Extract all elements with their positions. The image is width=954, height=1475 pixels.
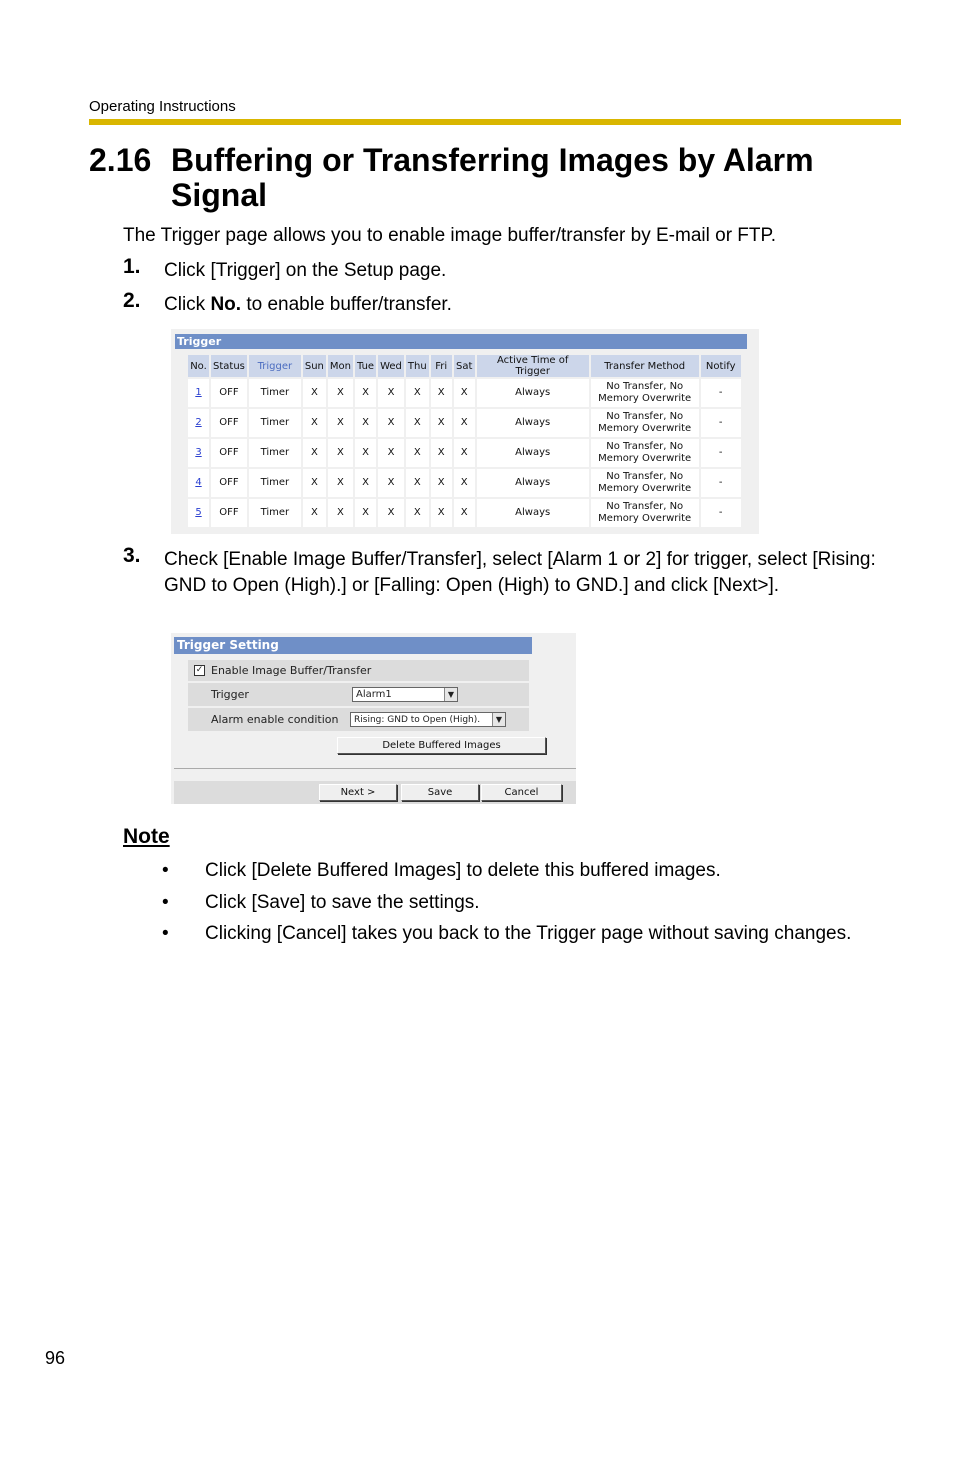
- day-cell: X: [328, 409, 353, 437]
- day-cell: X: [303, 499, 326, 527]
- step-text-part: to enable buffer/transfer.: [241, 294, 452, 315]
- col-header: Wed: [378, 355, 404, 377]
- day-cell: X: [328, 469, 353, 497]
- condition-select[interactable]: [350, 712, 506, 727]
- col-header: Thu: [406, 355, 429, 377]
- transfer-method-line: Memory Overwrite: [598, 423, 692, 434]
- trigger-cell: Timer: [249, 439, 301, 467]
- status-cell: OFF: [211, 379, 247, 407]
- day-cell: X: [328, 439, 353, 467]
- note-title: Note: [123, 825, 170, 848]
- notify-cell: -: [701, 439, 741, 467]
- col-header: No.: [188, 355, 209, 377]
- day-cell: X: [454, 379, 475, 407]
- notify-cell: -: [701, 499, 741, 527]
- cancel-button[interactable]: Cancel: [481, 784, 562, 801]
- transfer-method-line: No Transfer, No: [606, 411, 684, 422]
- day-cell: X: [406, 379, 429, 407]
- trigger-cell: Timer: [249, 469, 301, 497]
- next-button[interactable]: Next >: [319, 784, 397, 801]
- active-time-cell: Always: [477, 379, 589, 407]
- transfer-method-line: Memory Overwrite: [598, 513, 692, 524]
- status-cell: OFF: [211, 469, 247, 497]
- notify-cell: -: [701, 409, 741, 437]
- day-cell: X: [454, 439, 475, 467]
- trigger-no-link[interactable]: 3: [195, 447, 202, 458]
- trigger-setting-title: Trigger Setting: [174, 637, 532, 654]
- day-cell: X: [328, 499, 353, 527]
- col-header: Fri: [431, 355, 452, 377]
- col-header: Active Time of Trigger: [477, 355, 589, 377]
- day-cell: X: [431, 379, 452, 407]
- header-rule: [89, 119, 901, 125]
- notify-cell: -: [701, 379, 741, 407]
- col-header: Status: [211, 355, 247, 377]
- transfer-method-cell: [591, 469, 699, 497]
- day-cell: X: [355, 499, 376, 527]
- trigger-table-title: Trigger: [175, 334, 747, 349]
- day-cell: X: [303, 469, 326, 497]
- day-cell: X: [355, 379, 376, 407]
- col-header: Notify: [701, 355, 741, 377]
- transfer-method-line: No Transfer, No: [606, 471, 684, 482]
- transfer-method-cell: [591, 439, 699, 467]
- note-item-text: Click [Delete Buffered Images] to delete this buffered images.: [205, 860, 721, 881]
- transfer-method-line: No Transfer, No: [606, 441, 684, 452]
- bullet-icon: •: [162, 892, 169, 913]
- row-number-cell: [188, 499, 209, 527]
- trigger-no-link[interactable]: 5: [195, 507, 202, 518]
- trigger-row: [188, 683, 529, 706]
- condition-label: Alarm enable condition: [211, 713, 339, 726]
- col-header: Trigger: [249, 355, 301, 377]
- col-header: Transfer Method: [591, 355, 699, 377]
- step-text-bold: No.: [210, 294, 242, 315]
- day-cell: X: [378, 379, 404, 407]
- transfer-method-line: Memory Overwrite: [598, 393, 692, 404]
- day-cell: X: [355, 469, 376, 497]
- note-item-text: Clicking [Cancel] takes you back to the Trigger page without saving changes.: [205, 923, 852, 944]
- notify-cell: -: [701, 469, 741, 497]
- row-number-cell: [188, 469, 209, 497]
- trigger-cell: Timer: [249, 409, 301, 437]
- step-text-part: Click: [164, 294, 211, 315]
- trigger-label: Trigger: [211, 688, 249, 701]
- day-cell: X: [355, 439, 376, 467]
- day-cell: X: [378, 409, 404, 437]
- row-number-cell: [188, 439, 209, 467]
- active-time-cell: Always: [477, 439, 589, 467]
- note-item-text: Click [Save] to save the settings.: [205, 892, 480, 913]
- condition-row: [188, 708, 529, 731]
- row-number-cell: [188, 409, 209, 437]
- save-button[interactable]: Save: [401, 784, 479, 801]
- step-number: 2.: [123, 289, 141, 312]
- status-cell: OFF: [211, 499, 247, 527]
- active-time-cell: Always: [477, 409, 589, 437]
- trigger-select[interactable]: [352, 687, 458, 702]
- trigger-cell: Timer: [249, 499, 301, 527]
- day-cell: X: [431, 499, 452, 527]
- section-title-line2: Signal: [171, 177, 268, 213]
- day-cell: X: [303, 409, 326, 437]
- page-number: 96: [45, 1348, 66, 1368]
- condition-select-value: Rising: GND to Open (High).: [354, 715, 481, 725]
- table-header-row: [188, 355, 741, 377]
- running-header: Operating Instructions: [89, 98, 236, 115]
- chevron-down-icon: ▼: [444, 688, 457, 701]
- day-cell: X: [303, 379, 326, 407]
- bullet-icon: •: [162, 923, 169, 944]
- step-text: Check [Enable Image Buffer/Transfer], select [Alarm 1 or 2] for trigger, select [Rising: GND to Open (High).] or [Falling: Open (High) to GND.] and click [Next>].: [164, 549, 876, 596]
- trigger-table: [186, 353, 743, 529]
- trigger-setting-screenshot: [171, 633, 576, 804]
- table-row: [188, 379, 741, 407]
- transfer-method-cell: [591, 379, 699, 407]
- col-header: Mon: [328, 355, 353, 377]
- table-row: [188, 469, 741, 497]
- day-cell: X: [454, 409, 475, 437]
- bullet-icon: •: [162, 860, 169, 881]
- transfer-method-cell: [591, 499, 699, 527]
- transfer-method-line: Memory Overwrite: [598, 453, 692, 464]
- status-cell: OFF: [211, 439, 247, 467]
- delete-buffered-images-button[interactable]: Delete Buffered Images: [337, 737, 546, 754]
- day-cell: X: [431, 409, 452, 437]
- day-cell: X: [355, 409, 376, 437]
- trigger-page-screenshot: [171, 329, 759, 534]
- transfer-method-line: No Transfer, No: [606, 381, 684, 392]
- table-row: [188, 439, 741, 467]
- col-header: Sat: [454, 355, 475, 377]
- section-title-line1: Buffering or Transferring Images by Alarm: [171, 142, 814, 178]
- trigger-cell: Timer: [249, 379, 301, 407]
- section-title: [89, 143, 814, 213]
- active-time-cell: Always: [477, 469, 589, 497]
- transfer-method-line: Memory Overwrite: [598, 483, 692, 494]
- day-cell: X: [406, 409, 429, 437]
- divider: [174, 768, 576, 769]
- chevron-down-icon: ▼: [492, 713, 505, 726]
- day-cell: X: [303, 439, 326, 467]
- status-cell: OFF: [211, 409, 247, 437]
- trigger-no-link[interactable]: 4: [195, 477, 202, 488]
- enable-row: [188, 660, 529, 681]
- section-number: 2.16: [89, 142, 152, 178]
- transfer-method-cell: [591, 409, 699, 437]
- day-cell: X: [406, 469, 429, 497]
- day-cell: X: [378, 499, 404, 527]
- day-cell: X: [406, 439, 429, 467]
- trigger-no-link[interactable]: 2: [195, 417, 202, 428]
- step-number: 1.: [123, 255, 141, 278]
- active-time-cell: Always: [477, 499, 589, 527]
- trigger-no-link[interactable]: 1: [195, 387, 202, 398]
- table-row: [188, 409, 741, 437]
- enable-label: Enable Image Buffer/Transfer: [211, 664, 372, 677]
- day-cell: X: [454, 469, 475, 497]
- day-cell: X: [431, 439, 452, 467]
- col-header: Tue: [355, 355, 376, 377]
- day-cell: X: [378, 469, 404, 497]
- table-row: [188, 499, 741, 527]
- transfer-method-line: No Transfer, No: [606, 501, 684, 512]
- day-cell: X: [454, 499, 475, 527]
- day-cell: X: [406, 499, 429, 527]
- trigger-select-value: Alarm1: [356, 689, 392, 700]
- enable-checkbox[interactable]: ✓: [195, 665, 204, 675]
- col-header: Sun: [303, 355, 326, 377]
- step-text: Click [Trigger] on the Setup page.: [164, 260, 447, 281]
- intro-paragraph: The Trigger page allows you to enable image buffer/transfer by E-mail or FTP.: [123, 225, 777, 246]
- step-text: [164, 292, 899, 318]
- row-number-cell: [188, 379, 209, 407]
- day-cell: X: [378, 439, 404, 467]
- step-number: 3.: [123, 544, 141, 567]
- day-cell: X: [431, 469, 452, 497]
- day-cell: X: [328, 379, 353, 407]
